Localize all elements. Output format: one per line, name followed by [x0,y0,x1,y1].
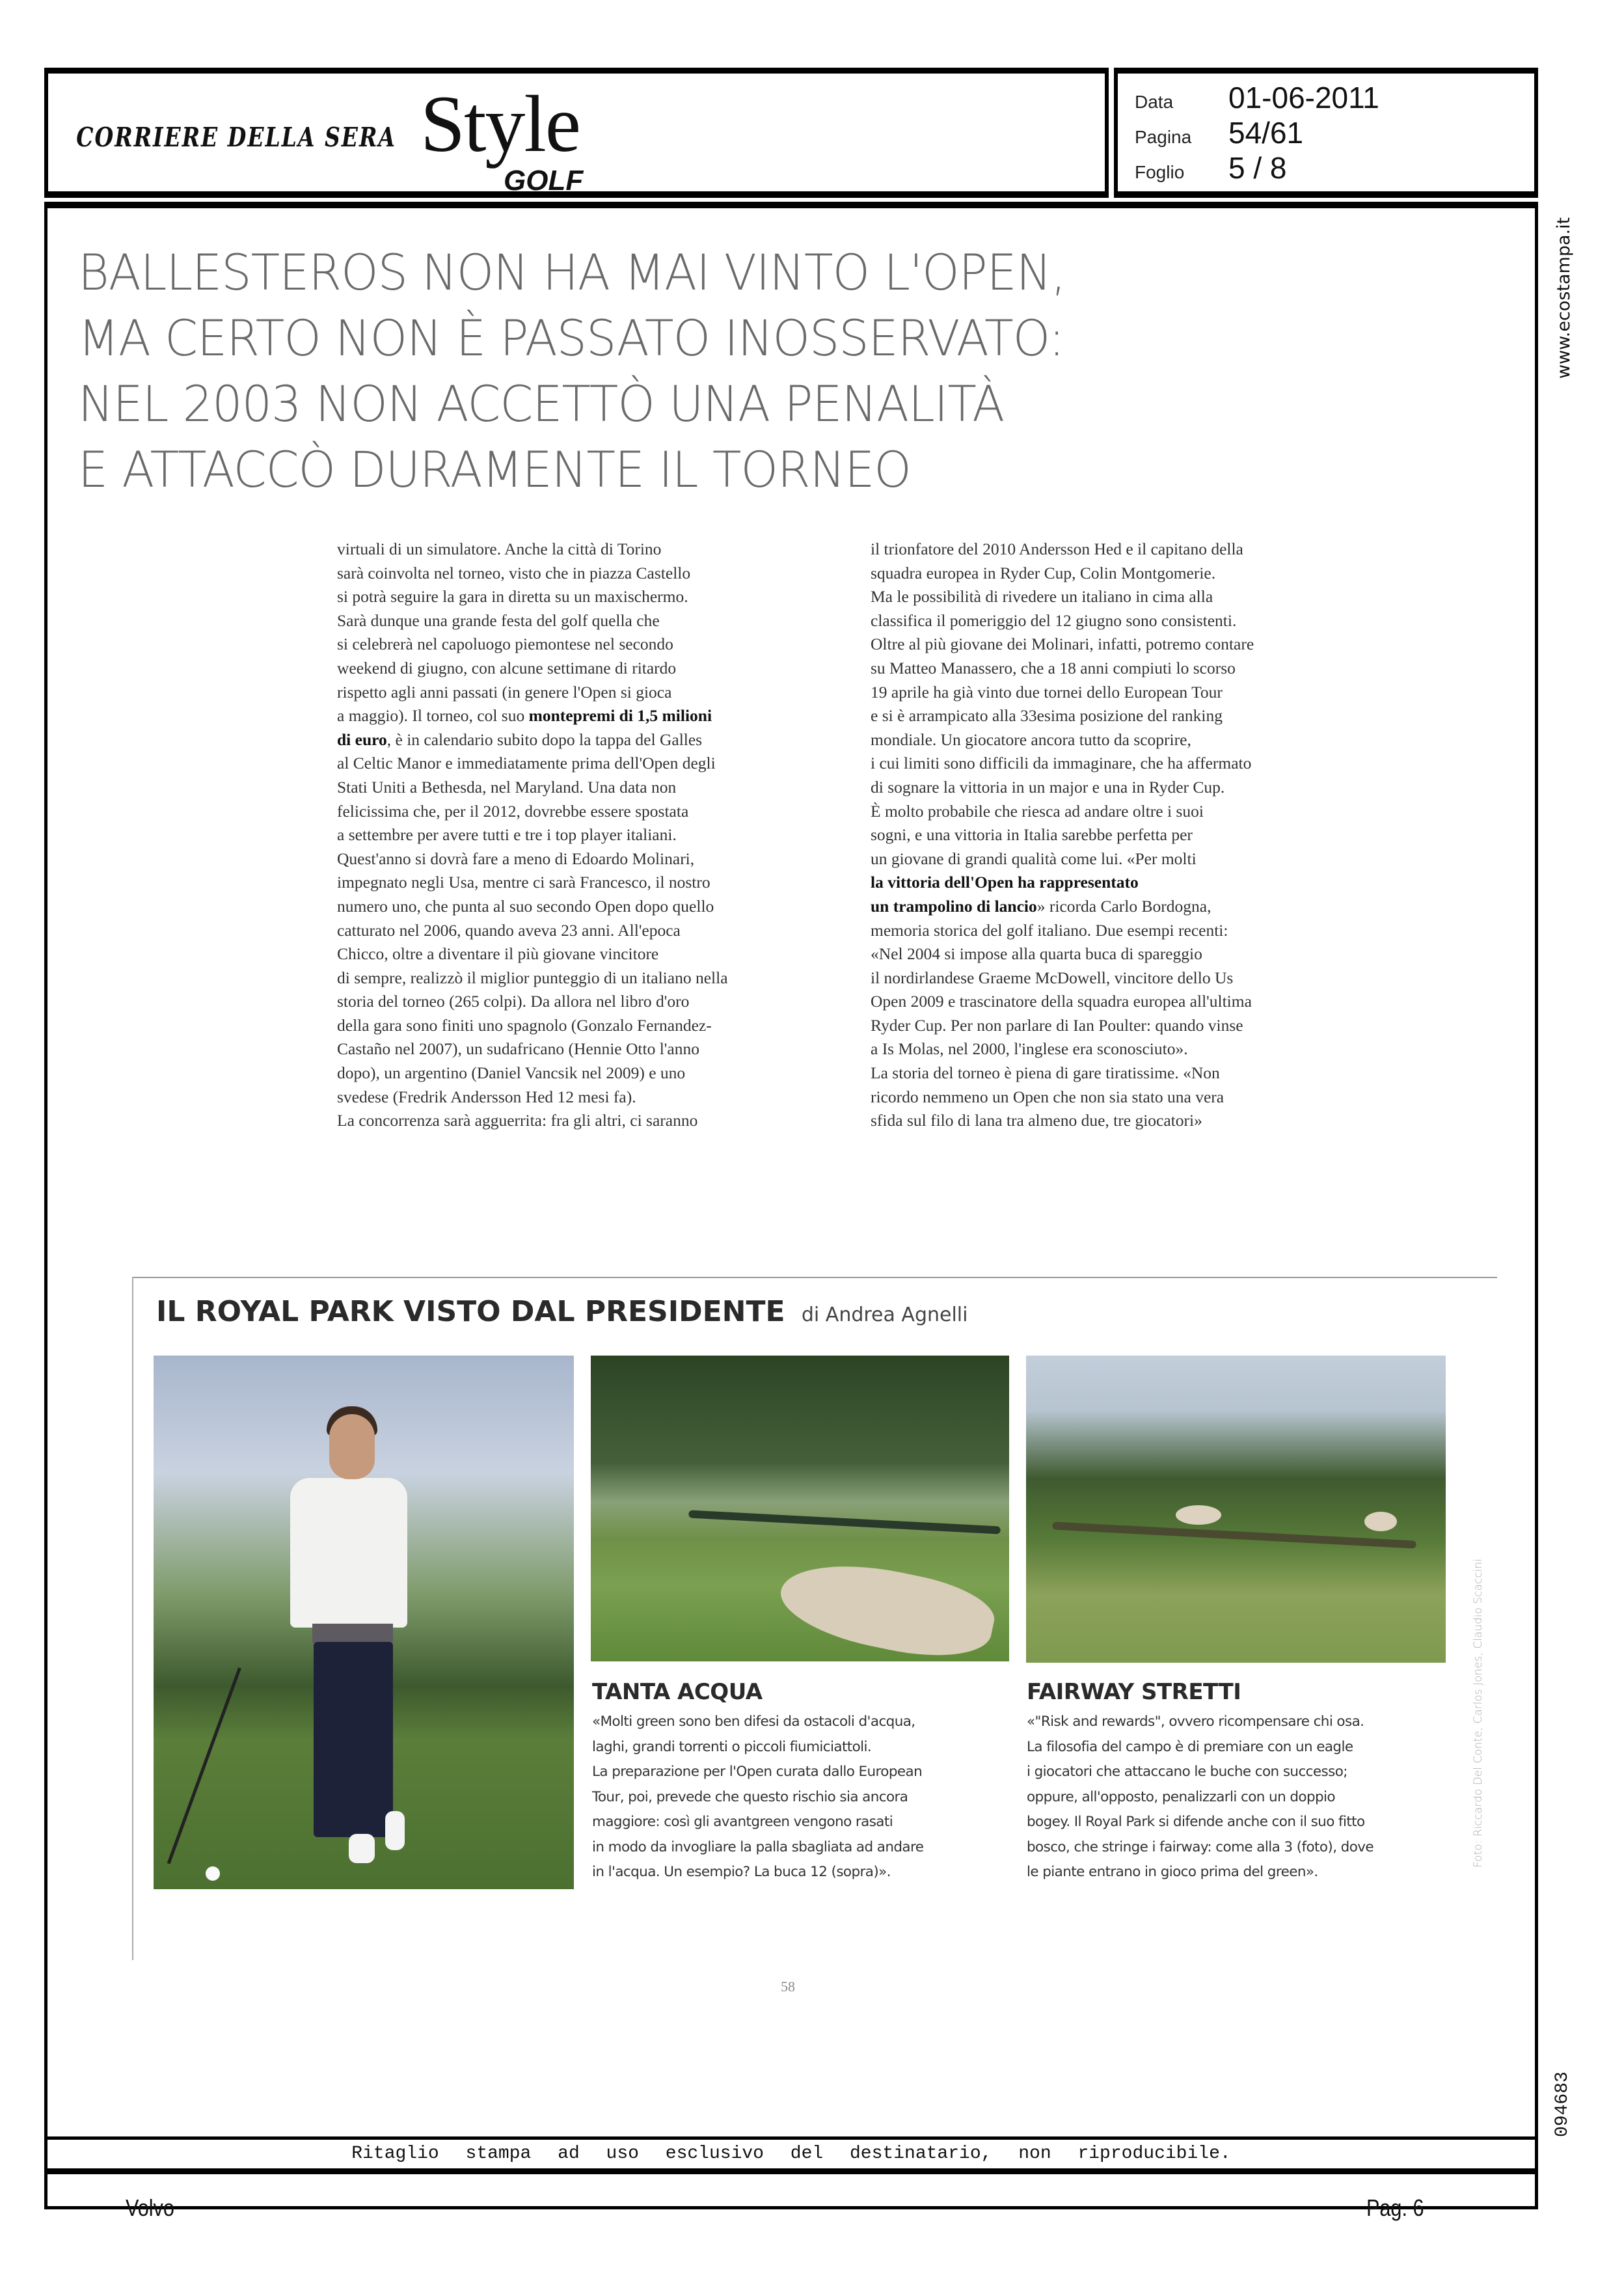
text-line: di sempre, realizzò il miglior punteggio di un italiano nella [337,968,728,987]
text-line: impegnato negli Usa, mentre ci sarà Francesco, il nostro [337,873,710,892]
magazine-page-number: 58 [781,1978,795,1995]
meta-label: Data [1135,92,1174,112]
headline-line: E ATTACCÒ DURAMENTE IL TORNEO [78,441,911,498]
text-line: maggiore: così gli avantgreen vengono rasati [592,1814,893,1830]
text-line: «Nel 2004 si impose alla quarta buca di spareggio [871,944,1202,964]
text-line: al Celtic Manor e immediatamente prima dell'Open degli [337,754,716,773]
text-line: in l'acqua. Un esempio? La buca 12 (sopra)». [592,1864,891,1880]
text-line: i giocatori che attaccano le buche con successo; [1027,1764,1347,1780]
text-line: È molto probabile che riesca ad andare oltre i suoi [871,801,1204,821]
text-line: La filosofia del campo è di premiare con un eagle [1027,1738,1353,1755]
meta-label: Pagina [1135,127,1192,147]
publication-name: CORRIERE DELLA SERA [76,121,396,153]
text-line: mondiale. Un giocatore ancora tutto da scoprire, [871,730,1191,749]
article-headline [78,239,1090,502]
clipping-code: 094683 [1552,2071,1573,2137]
bunker-shape [1176,1505,1221,1525]
bold-text: montepremi di 1,5 milioni [528,706,712,726]
disclaimer-bar [44,2136,1538,2174]
text-line: Stati Uniti a Bethesda, nel Maryland. Una data non [337,777,677,797]
feature-box-border [132,1277,1497,1278]
headline-line: BALLESTEROS NON HA MAI VINTO L'OPEN, [78,243,1066,301]
magazine-sublogo: GOLF [504,165,584,197]
text-line: di sognare la vittoria in un major e una in Ryder Cup. [871,777,1225,797]
text-line: La preparazione per l'Open curata dallo European [592,1764,923,1780]
text-line: le piante entrano in gioco prima del green». [1027,1864,1318,1880]
meta-value: 54/61 [1228,116,1304,150]
figure-belt [312,1624,393,1643]
text-line: Quest'anno si dovrà fare a meno di Edoardo Molinari, [337,849,695,868]
text-line: numero uno, che punta al suo secondo Open dopo quello [337,896,714,916]
footer-page: Pag. 6 [1366,2194,1424,2221]
text-line: si potrà seguire la gara in diretta su un maxischermo. [337,587,688,607]
text-line: oppure, all'opposto, penalizzarli con un doppio [1027,1788,1335,1805]
text-line: sogni, e una vittoria in Italia sarebbe perfetta per [871,825,1193,845]
text-line: weekend di giugno, con alcune settimane di ritardo [337,658,677,677]
text-line: Sarà dunque una grande festa del golf quella che [337,610,660,630]
text-line: e si è arrampicato alla 33esima posizione del ranking [871,706,1223,726]
figure-legs [314,1642,393,1837]
feature-box-border [132,1277,133,1960]
creek-shape [1052,1522,1416,1548]
bunker-shape [1364,1512,1397,1531]
text-line: «"Risk and rewards", ovvero ricompensare chi osa. [1027,1713,1364,1730]
text-line: bogey. Il Royal Park si difende anche con il suo fitto [1027,1814,1365,1830]
magazine-logo: Style [420,79,580,169]
golf-club-shape [167,1667,241,1864]
text-line: i cui limiti sono difficili da immaginare, che ha affermato [871,754,1252,773]
text-line: a maggio). Il torneo, col suo montepremi di 1,5 milioni [337,706,712,726]
caption-text-water [592,1710,923,1885]
caption-heading-fairway: FAIRWAY STRETTI [1027,1679,1241,1705]
caption-heading-water: TANTA ACQUA [592,1679,763,1705]
text-line: il trionfatore del 2010 Andersson Hed e il capitano della [871,539,1243,558]
figure-shirt [290,1478,407,1628]
bold-text: la vittoria dell'Open ha rappresentato [871,873,1139,892]
figure-shoe [385,1811,405,1850]
masthead-box [44,68,1109,198]
source-url: www.ecostampa.it [1554,217,1574,379]
meta-value: 5 / 8 [1228,151,1287,185]
meta-value: 01-06-2011 [1228,81,1379,115]
text-line: bosco, che stringe i fairway: come alla 3 (foto), dove [1027,1838,1374,1855]
text-line: su Matteo Manassero, che a 18 anni compiuti lo scorso [871,658,1236,677]
text-line: «Molti green sono ben difesi da ostacoli d'acqua, [592,1713,915,1730]
figure-shoe [349,1834,375,1863]
feature-byline: di Andrea Agnelli [801,1303,968,1326]
article-column-right [871,538,1404,1133]
text-line: a settembre per avere tutti e tre i top player italiani. [337,825,677,845]
feature-title [156,1295,968,1328]
article-column-left [337,538,845,1133]
text-line: un trampolino di lancio» ricorda Carlo Bordogna, [871,896,1211,916]
text-line: si celebrerà nel capoluogo piemontese nel secondo [337,635,673,654]
meta-label: Foglio [1135,162,1185,182]
text-line: sarà coinvolta nel torneo, visto che in piazza Castello [337,563,691,582]
clipping-meta-box [1114,68,1538,198]
text-line: La storia del torneo è piena di gare tiratissime. «Non [871,1063,1220,1083]
bold-text: un trampolino di lancio [871,896,1037,916]
text-line: Oltre al più giovane dei Molinari, infatti, potremo contare [871,635,1254,654]
text-line: 19 aprile ha già vinto due tornei dello European Tour [871,682,1223,702]
text-line: il nordirlandese Graeme McDowell, vincitore dello Us [871,968,1234,987]
text-line: virtuali di un simulatore. Anche la città di Torino [337,539,662,558]
meta-sheet [1135,150,1287,185]
text-line: rispetto agli anni passati (in genere l'Open si gioca [337,682,672,702]
golf-ball-shape [206,1866,220,1881]
meta-date [1135,80,1379,115]
text-line: laghi, grandi torrenti o piccoli fiumiciattoli. [592,1738,872,1755]
text-line: svedese (Fredrik Andersson Hed 12 mesi fa). [337,1087,636,1106]
headline-line: MA CERTO NON È PASSATO INOSSERVATO: [78,309,1064,367]
feature-title-text: IL ROYAL PARK VISTO DAL PRESIDENTE [156,1295,785,1328]
text-line: a Is Molas, nel 2000, l'inglese era sconosciuto». [871,1039,1188,1059]
text-line: Ma le possibilità di rivedere un italiano in cima alla [871,587,1213,607]
bunker-shape [774,1549,1000,1661]
disclaimer-text: Ritaglio stampa ad uso esclusivo del destinatario, non riproducibile. [351,2144,1231,2164]
hole-3-photo [1026,1356,1446,1663]
text-line: Chicco, oltre a diventare il più giovane vincitore [337,944,659,964]
text-line: felicissima che, per il 2012, dovrebbe essere spostata [337,801,689,821]
clipping-frame [44,202,1538,2209]
text-line: Castaño nel 2007), un sudafricano (Hennie Otto l'anno [337,1039,699,1059]
text-line: storia del torneo (265 colpi). Da allora nel libro d'oro [337,992,690,1011]
text-line: dopo), un argentino (Daniel Vancsik nel 2009) e uno [337,1063,686,1083]
text-line: Open 2009 e trascinatore della squadra europea all'ultima [871,992,1252,1011]
text-line: ricordo nemmeno un Open che non sia stato una vera [871,1087,1225,1106]
text-line: catturato nel 2006, quando aveva 23 anni. All'epoca [337,920,681,940]
bold-text: di euro [337,730,387,749]
text-line [871,871,1404,895]
text-line: della gara sono finiti uno spagnolo (Gonzalo Fernandez- [337,1015,712,1035]
text-line: Tour, poi, prevede che questo rischio sia ancora [592,1788,908,1805]
text-line: in modo da invogliare la palla sbagliata ad andare [592,1838,924,1855]
text-line: classifica il pomeriggio del 12 giugno sono consistenti. [871,610,1237,630]
text-line: Ryder Cup. Per non parlare di Ian Poulter: quando vinse [871,1015,1243,1035]
text-line: un giovane di grandi qualità come lui. «Per molti [871,849,1197,868]
figure-head [329,1414,375,1479]
caption-text-fairway [1027,1710,1374,1885]
president-photo [154,1356,574,1889]
meta-page [1135,115,1303,150]
text-line: sfida sul filo di lana tra almeno due, tre giocatori» [871,1111,1202,1130]
text-line: La concorrenza sarà agguerrita: fra gli altri, ci saranno [337,1111,698,1130]
water-hazard-shape [688,1510,1001,1534]
hole-12-photo [591,1356,1009,1661]
text-line: squadra europea in Ryder Cup, Colin Montgomerie. [871,563,1216,582]
text-line: memoria storica del golf italiano. Due esempi recenti: [871,920,1228,940]
footer-client: Volvo [126,2194,174,2221]
text-line: di euro, è in calendario subito dopo la tappa del Galles [337,730,703,749]
photo-credit: Foto: Riccardo Del Conte, Carlos Jones, Claudio Scaccini [1472,1559,1485,1868]
headline-line: NEL 2003 NON ACCETTÒ UNA PENALITÀ [78,375,1005,433]
